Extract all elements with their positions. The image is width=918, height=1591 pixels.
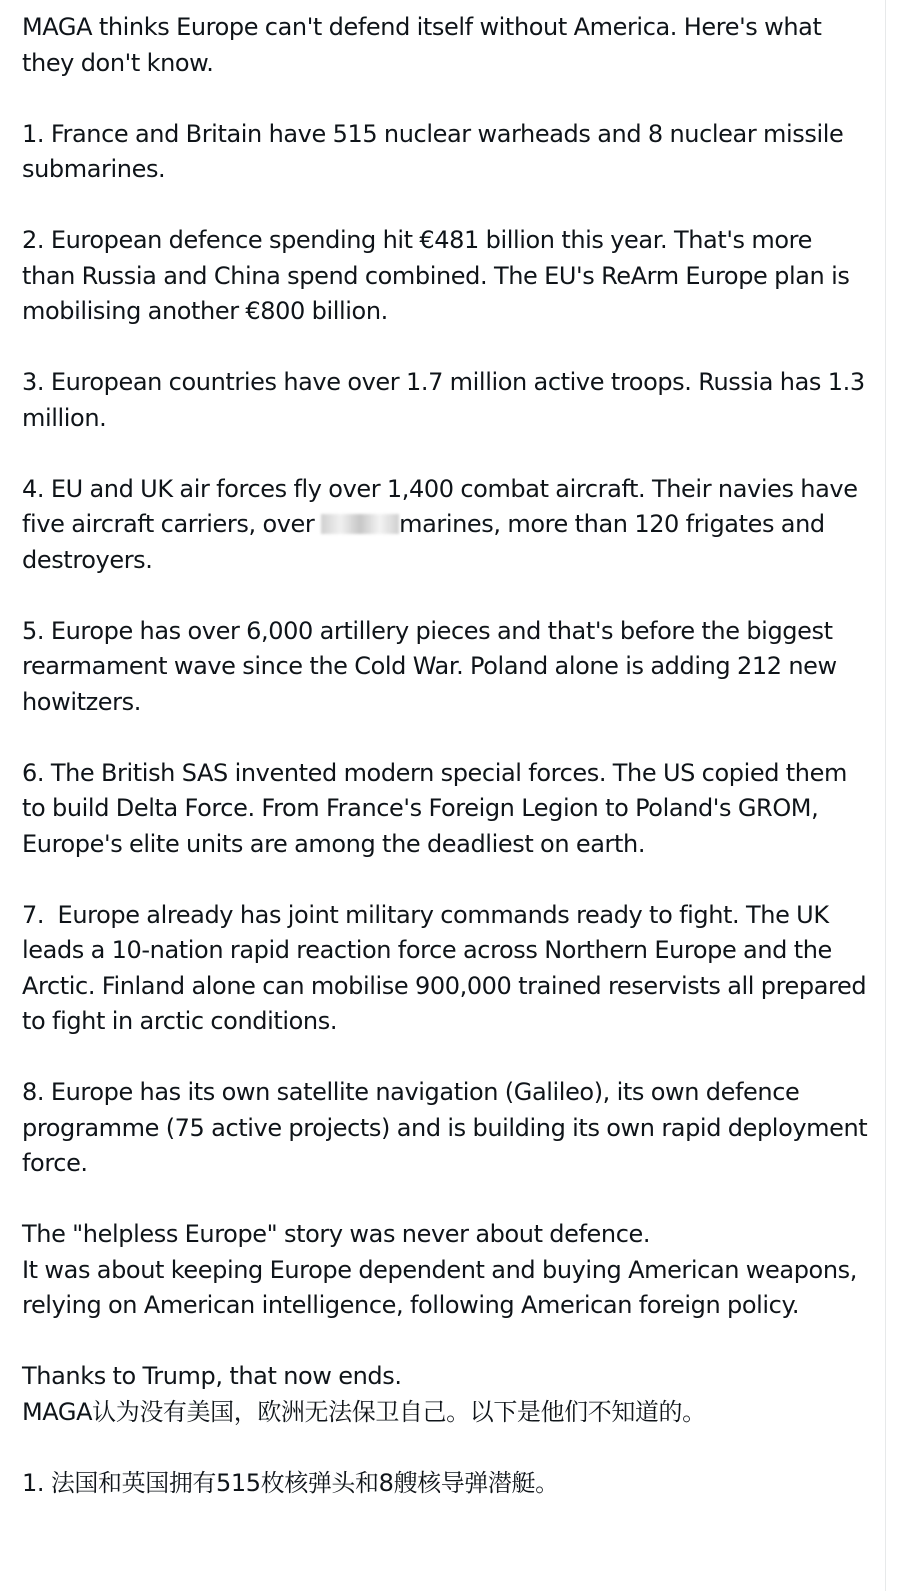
point-4-before: 4. EU and UK air forces fly over 1,400 combat aircraft. Their navies have five aircraft carriers, over [22,474,865,538]
paragraph-gap [22,720,870,756]
translation-intro: MAGA认为没有美国，欧洲无法保卫自己。以下是他们不知道的。 [22,1397,706,1426]
point-8: 8. Europe has its own satellite navigation (Galileo), its own defence programme (75 active projects) and is building its own rapid deployment force. [22,1078,875,1177]
paragraph-gap [22,1040,870,1076]
paragraph-gap [22,81,870,117]
paragraph-gap [22,1430,870,1466]
closing-line: Thanks to Trump, that now ends. [22,1362,402,1390]
point-7: 7. Europe already has joint military commands ready to fight. The UK leads a 10-nation rapid reaction force across Northern Europe and the Arctic. Finland alone can mobilise 900,000 trained reservists all prepared to fight in arctic conditions. [22,900,873,1035]
point-6: 6. The British SAS invented modern special forces. The US copied them to build Delta Force. From France's Foreign Legion to Poland's GROM, Europe's elite units are among the deadliest on earth. [22,758,854,858]
conclusion-line-2: It was about keeping Europe dependent and buying American weapons, relying on American intelligence, following American foreign policy. [22,1255,864,1319]
point-5: 5. Europe has over 6,000 artillery pieces and that's before the biggest rearmament wave since the Cold War. Poland alone is adding 212 new howitzers. [22,616,844,716]
conclusion-line-1: The "helpless Europe" story was never about defence. [22,1220,651,1248]
point-2: 2. European defence spending hit €481 billion this year. That's more than Russia and China spend combined. The EU's ReArm Europe plan is mobilising another €800 billion. [22,226,857,325]
paragraph-gap [22,330,870,366]
point-1: 1. France and Britain have 515 nuclear warheads and 8 nuclear missile submarines. [22,119,851,183]
paragraph-gap [22,188,870,224]
paragraph-gap [22,1182,870,1218]
paragraph-gap [22,1324,870,1360]
paragraph-gap [22,862,870,898]
timeline-border [885,0,886,1591]
paragraph-gap [22,578,870,614]
point-4-after: marines, more than 120 frigates and destroyers. [22,510,832,574]
paragraph-gap [22,436,870,472]
point-4 [22,472,870,579]
translation-point-1: 1. 法国和英国拥有515枚核弹头和8艘核导弹潜艇。 [22,1468,559,1497]
redacted-text [321,514,399,534]
post-body [22,10,875,1501]
post-intro: MAGA thinks Europe can't defend itself without America. Here's what they don't know. [22,13,829,77]
point-3: 3. European countries have over 1.7 million active troops. Russia has 1.3 million. [22,368,872,432]
